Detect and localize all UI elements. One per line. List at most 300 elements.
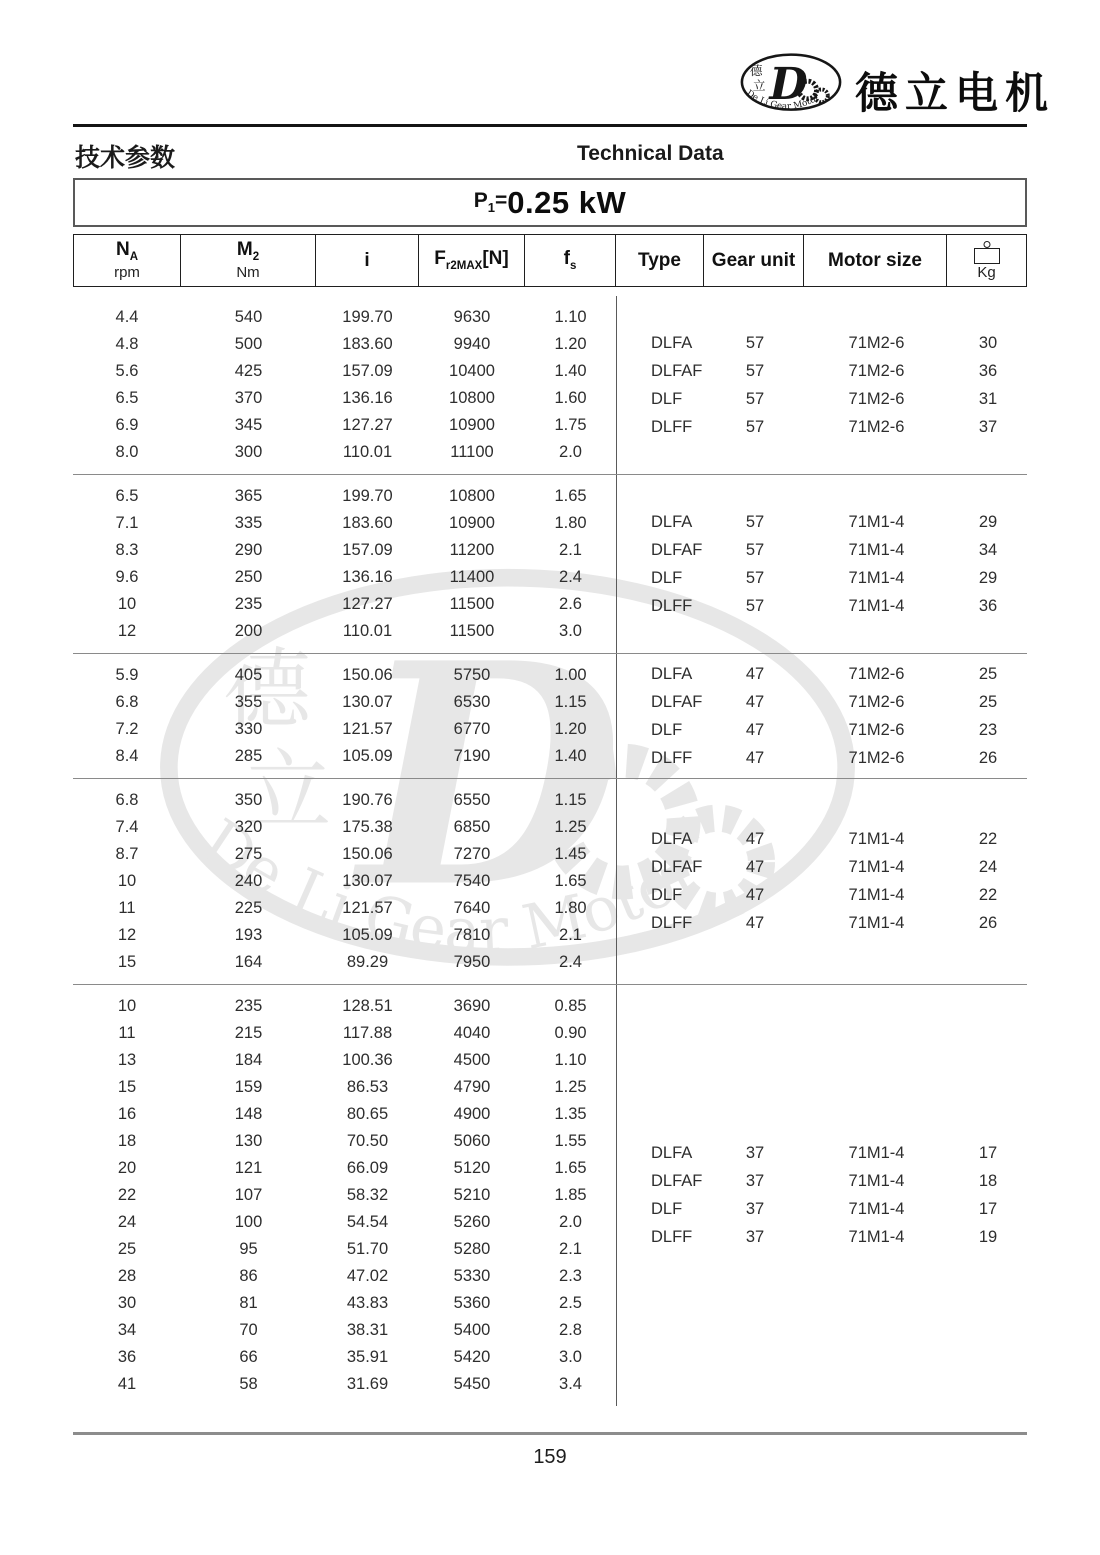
motor-size-value: 71M1-4 <box>848 512 905 531</box>
table-section <box>73 984 1027 1406</box>
type-value: DLFF <box>651 748 693 767</box>
table-row <box>73 385 616 412</box>
m2-value: 355 <box>234 693 263 711</box>
weight-value: 29 <box>978 512 998 531</box>
fs-value: 1.65 <box>554 872 587 890</box>
variant-row <box>617 882 1028 910</box>
fr2max-value: 3690 <box>453 997 491 1015</box>
table-row <box>73 1371 616 1398</box>
i-value: 157.09 <box>342 541 393 559</box>
variant-row <box>617 688 1028 716</box>
fs-value: 1.40 <box>554 747 587 765</box>
variant-row <box>617 660 1028 688</box>
m2-value: 365 <box>234 487 263 505</box>
type-value: DLFF <box>651 914 693 932</box>
na-value: 4.8 <box>115 335 139 353</box>
fs-value: 3.4 <box>559 1375 582 1393</box>
m2-value: 225 <box>234 899 263 917</box>
i-value: 121.57 <box>342 720 393 738</box>
variant-row <box>617 536 1028 564</box>
gear-unit-value: 47 <box>745 886 765 904</box>
fr2max-value: 10400 <box>449 362 495 380</box>
na-value: 30 <box>117 1294 137 1312</box>
section-variants <box>616 296 1028 474</box>
m2-value: 425 <box>234 362 263 380</box>
i-value: 31.69 <box>346 1375 389 1393</box>
type-value: DLFF <box>651 1228 693 1246</box>
gear-unit-value: 47 <box>745 692 765 711</box>
fr2max-value: 6850 <box>453 818 491 836</box>
table-row <box>73 716 616 743</box>
na-value: 10 <box>117 595 137 613</box>
m2-value: 300 <box>234 443 263 461</box>
gear-unit-value: 37 <box>745 1172 765 1190</box>
i-value: 43.83 <box>346 1294 389 1312</box>
m2-value: 58 <box>239 1375 258 1393</box>
m2-value: 81 <box>239 1294 258 1312</box>
gear-unit-value: 57 <box>745 596 765 615</box>
gear-unit-value: 57 <box>745 417 765 436</box>
i-value: 136.16 <box>342 568 393 586</box>
m2-value: 405 <box>234 666 263 684</box>
gear-unit-value: 37 <box>745 1144 765 1162</box>
fr2max-value: 5400 <box>453 1321 491 1339</box>
col-header-m2: $M_2$ Nm <box>181 234 316 287</box>
m2-value: 235 <box>234 595 263 613</box>
variant-row <box>617 826 1028 854</box>
m2-value: 250 <box>234 568 263 586</box>
variant-row <box>617 744 1028 772</box>
fr2max-value: 9940 <box>453 335 491 353</box>
gear-unit-value: 47 <box>745 664 765 683</box>
weight-value: 23 <box>978 720 998 739</box>
i-value: 183.60 <box>342 514 393 532</box>
m2-value: 200 <box>234 622 263 640</box>
i-value: 175.38 <box>342 818 393 836</box>
fs-value: 2.5 <box>559 1294 582 1312</box>
m2-value: 159 <box>234 1078 263 1096</box>
fr2max-value: 5060 <box>453 1132 491 1150</box>
i-value: 199.70 <box>342 487 393 505</box>
table-row <box>73 949 616 976</box>
section-rows <box>73 779 616 984</box>
variant-row <box>617 1140 1028 1168</box>
table-row <box>73 358 616 385</box>
na-value: 9.6 <box>115 568 139 586</box>
weight-value: 22 <box>978 830 998 848</box>
fr2max-value: 5450 <box>453 1375 491 1393</box>
m2-value: 100 <box>234 1213 263 1231</box>
table-row <box>73 412 616 439</box>
m2-value: 290 <box>234 541 263 559</box>
gear-unit-value: 47 <box>745 748 765 767</box>
motor-size-value: 71M2-6 <box>848 720 905 739</box>
fs-value: 1.45 <box>554 845 587 863</box>
fs-value: 2.0 <box>559 443 582 461</box>
m2-value: 193 <box>234 926 263 944</box>
i-value: 150.06 <box>342 666 393 684</box>
i-value: 86.53 <box>346 1078 389 1096</box>
fs-value: 2.3 <box>559 1267 582 1285</box>
variant-row <box>617 1196 1028 1224</box>
i-value: 54.54 <box>346 1213 389 1231</box>
gear-unit-value: 37 <box>745 1228 765 1246</box>
fr2max-value: 4900 <box>453 1105 491 1123</box>
col-header-i: i <box>316 234 419 287</box>
i-value: 58.32 <box>346 1186 389 1204</box>
header-rule <box>73 124 1027 127</box>
fs-value: 1.40 <box>554 362 587 380</box>
table-row <box>73 787 616 814</box>
weight-value: 37 <box>978 417 998 436</box>
fr2max-value: 6530 <box>453 693 491 711</box>
weight-value: 29 <box>978 568 998 587</box>
section-rows <box>73 296 616 474</box>
variant-row <box>617 910 1028 938</box>
weight-value: 34 <box>978 540 998 559</box>
weight-value: 24 <box>978 858 998 876</box>
gear-unit-value: 47 <box>745 830 765 848</box>
table-row <box>73 510 616 537</box>
na-value: 20 <box>117 1159 137 1177</box>
section-rows <box>73 654 616 778</box>
na-value: 18 <box>117 1132 137 1150</box>
weight-value: 17 <box>978 1144 998 1162</box>
page-number: 159 <box>533 1446 567 1468</box>
na-value: 6.5 <box>115 389 139 407</box>
na-value: 36 <box>117 1348 137 1366</box>
m2-value: 540 <box>234 308 263 326</box>
table-row <box>73 814 616 841</box>
fs-value: 1.20 <box>554 720 587 738</box>
type-value: DLFAF <box>651 692 703 711</box>
fr2max-value: 10900 <box>449 416 495 434</box>
brand-logo-icon <box>737 50 845 126</box>
gear-unit-value: 57 <box>745 512 765 531</box>
i-value: 66.09 <box>346 1159 389 1177</box>
fs-value: 1.80 <box>554 514 587 532</box>
m2-value: 66 <box>239 1348 258 1366</box>
fs-value: 1.35 <box>554 1105 587 1123</box>
m2-value: 345 <box>234 416 263 434</box>
i-value: 105.09 <box>342 926 393 944</box>
motor-size-value: 71M2-6 <box>848 389 905 408</box>
i-value: 130.07 <box>342 872 393 890</box>
table-row <box>73 1263 616 1290</box>
section-variants <box>616 779 1028 984</box>
na-value: 8.3 <box>115 541 139 559</box>
table-row <box>73 1182 616 1209</box>
table-row <box>73 1317 616 1344</box>
motor-size-value: 71M2-6 <box>848 417 905 436</box>
fr2max-value: 11400 <box>449 568 495 586</box>
variant-row <box>617 1224 1028 1252</box>
table-row <box>73 1344 616 1371</box>
fs-value: 1.80 <box>554 899 587 917</box>
table-row <box>73 1020 616 1047</box>
weight-value: 25 <box>978 664 998 683</box>
variant-row <box>617 508 1028 536</box>
fr2max-value: 10800 <box>449 487 495 505</box>
motor-size-value: 71M1-4 <box>848 1144 905 1162</box>
fs-value: 2.1 <box>559 1240 582 1258</box>
table-row <box>73 1074 616 1101</box>
m2-value: 121 <box>234 1159 263 1177</box>
na-value: 4.4 <box>115 308 139 326</box>
m2-value: 130 <box>234 1132 263 1150</box>
table-row <box>73 564 616 591</box>
fs-value: 1.55 <box>554 1132 587 1150</box>
motor-size-value: 71M1-4 <box>848 886 905 904</box>
na-value: 24 <box>117 1213 137 1231</box>
type-value: DLF <box>651 389 683 408</box>
fr2max-value: 7190 <box>453 747 491 765</box>
table-row <box>73 1290 616 1317</box>
na-value: 7.1 <box>115 514 139 532</box>
table-section <box>73 653 1027 778</box>
table-row <box>73 331 616 358</box>
col-header-motor-size: Motor size <box>804 234 947 287</box>
motor-size-value: 71M1-4 <box>848 1172 905 1190</box>
table-row <box>73 304 616 331</box>
brand-name: 德立电机 <box>855 69 1055 119</box>
fs-value: 1.65 <box>554 1159 587 1177</box>
m2-value: 235 <box>234 997 263 1015</box>
m2-value: 70 <box>239 1321 258 1339</box>
weight-value: 26 <box>978 748 998 767</box>
i-value: 47.02 <box>346 1267 389 1285</box>
type-value: DLFA <box>651 512 693 531</box>
na-value: 11 <box>118 1024 136 1042</box>
power-value: 0.25 kW <box>507 184 627 220</box>
gear-unit-value: 57 <box>745 333 765 352</box>
fr2max-value: 7270 <box>453 845 491 863</box>
gear-unit-value: 47 <box>745 914 765 932</box>
footer-rule <box>73 1432 1027 1435</box>
i-value: 130.07 <box>342 693 393 711</box>
fs-value: 2.0 <box>559 1213 582 1231</box>
col-header-gear-unit: Gear unit <box>704 234 804 287</box>
fs-value: 1.60 <box>554 389 587 407</box>
table-row <box>73 1128 616 1155</box>
na-value: 8.4 <box>115 747 139 765</box>
variant-row <box>617 716 1028 744</box>
na-value: 7.2 <box>115 720 139 738</box>
i-value: 128.51 <box>342 997 393 1015</box>
m2-value: 335 <box>234 514 263 532</box>
na-value: 6.8 <box>115 791 139 809</box>
gear-unit-value: 57 <box>745 389 765 408</box>
m2-value: 285 <box>234 747 263 765</box>
na-value: 5.9 <box>115 666 139 684</box>
fr2max-value: 5210 <box>453 1186 491 1204</box>
table-row <box>73 1101 616 1128</box>
i-value: 38.31 <box>346 1321 389 1339</box>
table-row <box>73 439 616 466</box>
fs-value: 2.1 <box>559 541 582 559</box>
table-section <box>73 296 1027 474</box>
section-rows <box>73 475 616 653</box>
motor-size-value: 71M2-6 <box>848 333 905 352</box>
table-row <box>73 618 616 645</box>
table-row <box>73 922 616 949</box>
technical-data-block <box>73 178 1027 1406</box>
table-row <box>73 993 616 1020</box>
na-value: 22 <box>117 1186 137 1204</box>
i-value: 89.29 <box>346 953 389 971</box>
i-value: 190.76 <box>342 791 393 809</box>
na-value: 34 <box>117 1321 137 1339</box>
weight-value: 22 <box>978 886 998 904</box>
section-variants <box>616 475 1028 653</box>
i-value: 100.36 <box>342 1051 393 1069</box>
i-value: 150.06 <box>342 845 393 863</box>
variant-row <box>617 357 1028 385</box>
motor-size-value: 71M2-6 <box>848 361 905 380</box>
variant-row <box>617 592 1028 620</box>
type-value: DLF <box>651 568 683 587</box>
motor-size-value: 71M2-6 <box>848 664 905 683</box>
fs-value: 1.20 <box>554 335 587 353</box>
fr2max-value: 4040 <box>453 1024 491 1042</box>
m2-value: 240 <box>234 872 263 890</box>
fs-value: 2.1 <box>559 926 582 944</box>
m2-value: 370 <box>234 389 263 407</box>
table-section <box>73 474 1027 653</box>
na-value: 28 <box>117 1267 137 1285</box>
fr2max-value: 7950 <box>453 953 491 971</box>
col-header-na: $N_A$ rpm <box>73 234 181 287</box>
fr2max-value: 11500 <box>449 622 495 640</box>
table-row <box>73 868 616 895</box>
motor-size-value: 71M1-4 <box>848 1228 905 1246</box>
fs-value: 1.10 <box>554 1051 587 1069</box>
m2-value: 320 <box>234 818 263 836</box>
fr2max-value: 5420 <box>453 1348 491 1366</box>
fr2max-value: 5750 <box>453 666 491 684</box>
fr2max-value: 5120 <box>453 1159 491 1177</box>
i-value: 121.57 <box>342 899 393 917</box>
fr2max-value: 10900 <box>449 514 495 532</box>
type-value: DLF <box>651 1200 683 1218</box>
na-value: 16 <box>117 1105 137 1123</box>
motor-size-value: 71M2-6 <box>848 748 905 767</box>
variant-row <box>617 413 1028 441</box>
table-section <box>73 778 1027 984</box>
fs-value: 1.15 <box>554 791 587 809</box>
col-header-fr2max: $F_{r2MAX}[N]$ <box>419 234 525 287</box>
i-value: 199.70 <box>342 308 393 326</box>
weight-value: 26 <box>978 914 998 932</box>
type-value: DLFA <box>651 1144 693 1162</box>
i-value: 183.60 <box>342 335 393 353</box>
type-value: DLFA <box>651 664 693 683</box>
fs-value: 1.10 <box>554 308 587 326</box>
i-value: 35.91 <box>346 1348 389 1366</box>
gear-unit-value: 57 <box>745 540 765 559</box>
section-title-en: Technical Data <box>577 142 724 165</box>
motor-size-value: 71M1-4 <box>848 568 905 587</box>
fr2max-value: 7640 <box>453 899 491 917</box>
table-row <box>73 1209 616 1236</box>
fr2max-value: 11100 <box>450 443 494 461</box>
weight-icon <box>974 248 1000 264</box>
weight-value: 17 <box>978 1200 998 1218</box>
m2-value: 215 <box>234 1024 263 1042</box>
type-value: DLFF <box>651 596 693 615</box>
motor-size-value: 71M1-4 <box>848 858 905 876</box>
na-value: 7.4 <box>115 818 139 836</box>
fr2max-value: 5360 <box>453 1294 491 1312</box>
power-symbol: $P_1=$ <box>473 189 508 216</box>
na-value: 15 <box>117 1078 137 1096</box>
variant-row <box>617 564 1028 592</box>
weight-value: 30 <box>978 333 998 352</box>
fr2max-value: 5330 <box>453 1267 491 1285</box>
weight-value: 31 <box>978 389 998 408</box>
col-header-fs: $f_s$ <box>525 234 616 287</box>
motor-size-value: 71M1-4 <box>848 596 905 615</box>
weight-value: 25 <box>978 692 998 711</box>
fr2max-value: 7810 <box>453 926 491 944</box>
m2-value: 330 <box>234 720 263 738</box>
weight-value: 36 <box>978 596 998 615</box>
fr2max-value: 11500 <box>449 595 495 613</box>
fs-value: 1.25 <box>554 818 587 836</box>
fs-value: 1.25 <box>554 1078 587 1096</box>
fr2max-value: 7540 <box>453 872 491 890</box>
fs-value: 2.6 <box>559 595 582 613</box>
i-value: 127.27 <box>342 416 393 434</box>
motor-size-value: 71M1-4 <box>848 830 905 848</box>
na-value: 8.7 <box>115 845 139 863</box>
m2-value: 500 <box>234 335 263 353</box>
gear-unit-value: 37 <box>745 1200 765 1218</box>
type-value: DLFAF <box>651 858 703 876</box>
fs-value: 1.65 <box>554 487 587 505</box>
na-value: 6.8 <box>115 693 139 711</box>
fr2max-value: 4500 <box>453 1051 491 1069</box>
fs-value: 1.75 <box>554 416 587 434</box>
fs-value: 1.00 <box>554 666 587 684</box>
fs-value: 3.0 <box>559 1348 582 1366</box>
na-value: 10 <box>117 997 137 1015</box>
weight-value: 18 <box>978 1172 998 1190</box>
na-value: 12 <box>117 926 137 944</box>
m2-value: 95 <box>239 1240 258 1258</box>
fr2max-value: 5260 <box>453 1213 491 1231</box>
motor-size-value: 71M2-6 <box>848 692 905 711</box>
table-row <box>73 483 616 510</box>
na-value: 15 <box>117 953 137 971</box>
na-value: 10 <box>117 872 137 890</box>
table-row <box>73 662 616 689</box>
type-value: DLFAF <box>651 1172 703 1190</box>
fr2max-value: 9630 <box>453 308 491 326</box>
type-value: DLFAF <box>651 540 703 559</box>
na-value: 13 <box>117 1051 137 1069</box>
type-value: DLFAF <box>651 361 703 380</box>
m2-value: 184 <box>234 1051 263 1069</box>
na-value: 11 <box>118 899 136 917</box>
variant-row <box>617 385 1028 413</box>
table-row <box>73 1047 616 1074</box>
table-row <box>73 689 616 716</box>
na-value: 6.5 <box>115 487 139 505</box>
motor-size-value: 71M1-4 <box>848 1200 905 1218</box>
gear-unit-value: 57 <box>745 361 765 380</box>
type-value: DLFF <box>651 417 693 436</box>
